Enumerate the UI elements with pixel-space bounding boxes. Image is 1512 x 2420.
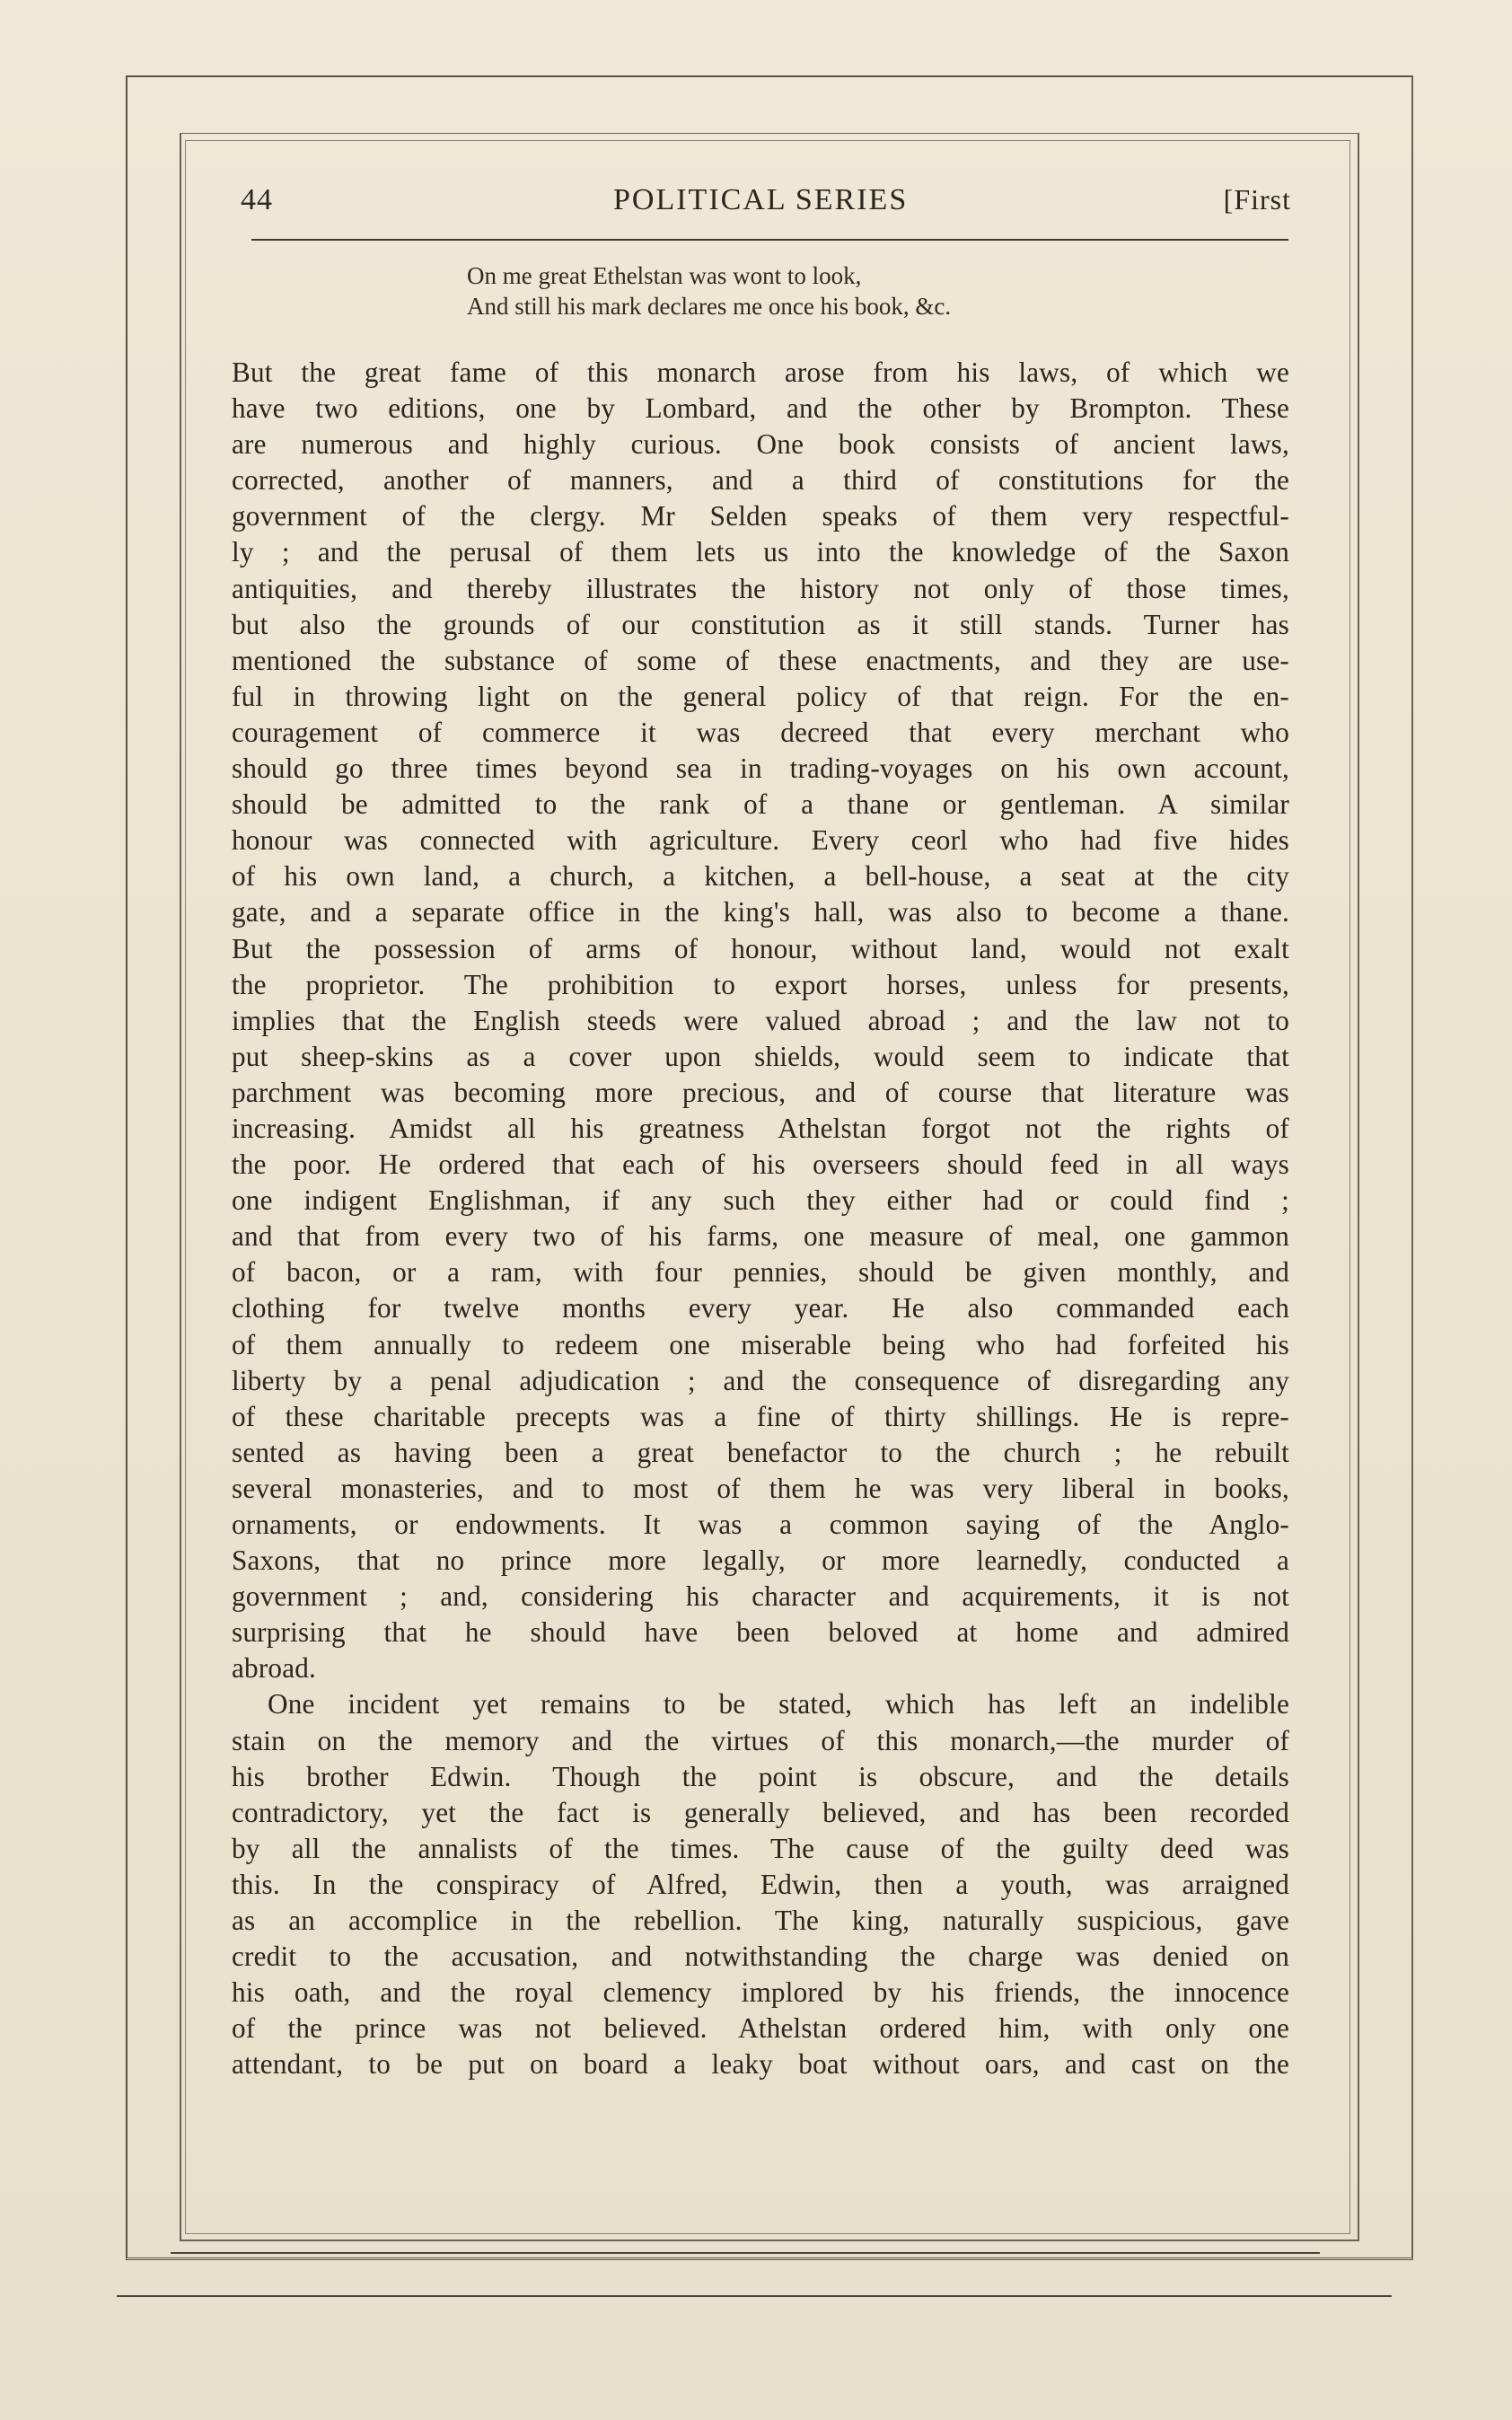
- text-line: antiquities, and thereby illustrates the history not only of those times,: [232, 572, 1289, 604]
- text-line: by all the annalists of the times. The cause of the guilty deed was: [232, 1832, 1289, 1864]
- bottom-rule-inner: [171, 2252, 1320, 2254]
- quote-line: On me great Ethelstan was wont to look,: [467, 262, 862, 289]
- text-line: the poor. He ordered that each of his overseers should feed in all ways: [232, 1148, 1289, 1181]
- text-line: and that from every two of his farms, one measure of meal, one gammon: [232, 1220, 1289, 1253]
- text-line: the proprietor. The prohibition to export horses, unless for presents,: [232, 968, 1289, 1000]
- text-line: surprising that he should have been beloved at home and admired: [232, 1616, 1289, 1649]
- running-header: [241, 183, 1291, 233]
- text-line: abroad.: [232, 1652, 317, 1685]
- text-line: have two editions, one by Lombard, and the other by Brompton. These: [232, 392, 1289, 425]
- text-line: corrected, another of manners, and a third of constitutions for the: [232, 464, 1289, 497]
- text-line: put sheep-skins as a cover upon shields, would seem to indicate that: [232, 1040, 1289, 1072]
- text-line: of them annually to redeem one miserable being who had forfeited his: [232, 1328, 1289, 1360]
- text-line: his brother Edwin. Though the point is obscure, and the details: [232, 1760, 1289, 1792]
- text-line: ful in throwing light on the general policy of that reign. For the en-: [232, 680, 1289, 712]
- section-tag: [First: [1223, 183, 1291, 216]
- text-line: stain on the memory and the virtues of this monarch,—the murder of: [232, 1724, 1289, 1756]
- text-line: Saxons, that no prince more legally, or more learnedly, conducted a: [232, 1544, 1289, 1577]
- text-line: government of the clergy. Mr Selden speaks of them very respectful-: [232, 500, 1289, 532]
- text-line: credit to the accusation, and notwithstanding the charge was denied on: [232, 1940, 1289, 1973]
- text-line: liberty by a penal adjudication ; and the consequence of disregarding any: [232, 1364, 1289, 1396]
- verse-quote: [467, 260, 1149, 321]
- text-line: should be admitted to the rank of a thane or gentleman. A similar: [232, 788, 1289, 821]
- text-line: as an accomplice in the rebellion. The king, naturally suspicious, gave: [232, 1905, 1289, 1937]
- text-line: of bacon, or a ram, with four pennies, should be given monthly, and: [232, 1256, 1289, 1289]
- text-line: contradictory, yet the fact is generally believed, and has been recorded: [232, 1796, 1289, 1828]
- text-line: But the possession of arms of honour, without land, would not exalt: [232, 932, 1289, 964]
- page-number: 44: [241, 183, 273, 216]
- text-line: of these charitable precepts was a fine of thirty shillings. He is repre-: [232, 1400, 1289, 1432]
- text-line: one indigent Englishman, if any such they either had or could find ;: [232, 1184, 1289, 1217]
- text-line: couragement of commerce it was decreed that every merchant who: [232, 716, 1289, 748]
- text-line: implies that the English steeds were valued abroad ; and the law not to: [232, 1004, 1289, 1036]
- header-rule: [251, 239, 1288, 241]
- text-line: But the great fame of this monarch arose from his laws, of which we: [232, 356, 1289, 388]
- text-line: parchment was becoming more precious, and of course that literature was: [232, 1076, 1289, 1108]
- text-line: honour was connected with agriculture. Every ceorl who had five hides: [232, 824, 1289, 857]
- text-line: clothing for twelve months every year. He also commanded each: [232, 1292, 1289, 1324]
- text-line: but also the grounds of our constitution as it still stands. Turner has: [232, 608, 1289, 640]
- text-line: increasing. Amidst all his greatness Athelstan forgot not the rights of: [232, 1112, 1289, 1144]
- text-line: of the prince was not believed. Athelstan ordered him, with only one: [232, 2012, 1289, 2045]
- body-text: [232, 355, 1289, 2083]
- text-line: ornaments, or endowments. It was a common saying of the Anglo-: [232, 1509, 1289, 1540]
- text-line: One incident yet remains to be stated, which has left an indelible: [268, 1688, 1289, 1720]
- text-line: sented as having been a great benefactor to the church ; he rebuilt: [232, 1436, 1289, 1468]
- text-line: government ; and, considering his character and acquirements, it is not: [232, 1580, 1289, 1613]
- bottom-rule-outer: [117, 2295, 1392, 2297]
- text-line: ly ; and the perusal of them lets us into the knowledge of the Saxon: [232, 536, 1289, 568]
- text-line: gate, and a separate office in the king's hall, was also to become a thane.: [232, 896, 1289, 928]
- text-line: should go three times beyond sea in trading-voyages on his own account,: [232, 752, 1289, 785]
- text-line: mentioned the substance of some of these enactments, and they are use-: [232, 644, 1289, 676]
- quote-line: And still his mark declares me once his book, &c.: [467, 293, 952, 320]
- text-line: several monasteries, and to most of them he was very liberal in books,: [232, 1472, 1289, 1504]
- text-line: of his own land, a church, a kitchen, a bell-house, a seat at the city: [232, 860, 1289, 893]
- text-line: his oath, and the royal clemency implored by his friends, the innocence: [232, 1976, 1289, 2009]
- text-line: this. In the conspiracy of Alfred, Edwin, then a youth, was arraigned: [232, 1868, 1289, 1900]
- text-line: attendant, to be put on board a leaky boat without oars, and cast on the: [232, 2048, 1289, 2081]
- text-line: are numerous and highly curious. One book consists of ancient laws,: [232, 428, 1289, 461]
- running-title: POLITICAL SERIES: [613, 183, 909, 216]
